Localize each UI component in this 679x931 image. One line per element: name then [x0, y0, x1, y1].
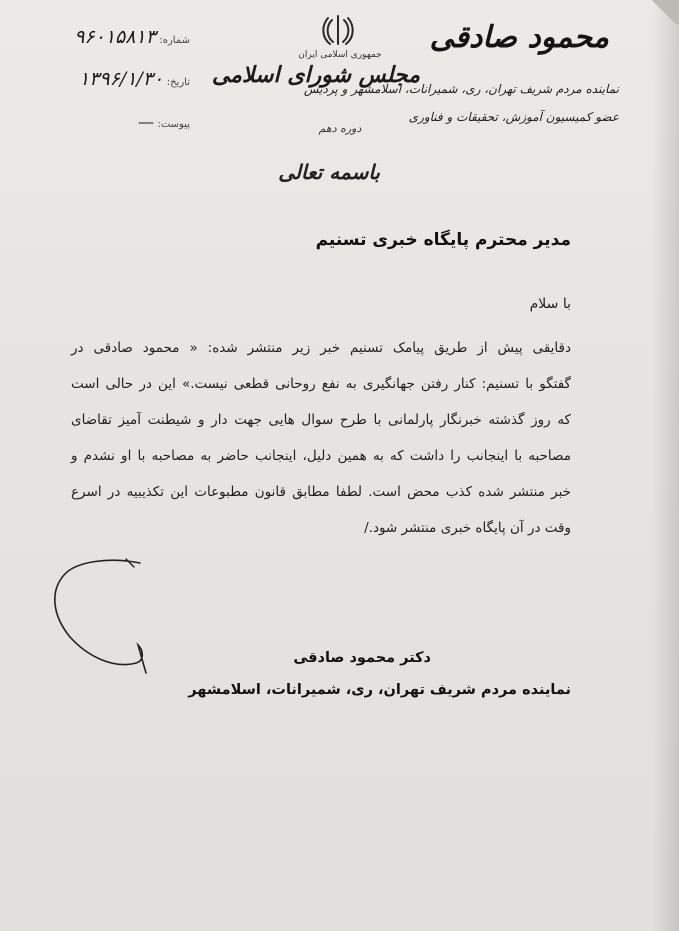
parliament-term: دوره دهم [318, 122, 362, 135]
body-line-5: خبر منتشر شده کذب محض است. لطفا مطابق قانون مطبوعات این تکذیبیه در اسرع [71, 484, 571, 500]
reference-label: شماره: [159, 35, 190, 46]
reference-number: ۹۶۰۱۵۸۱۳ [74, 26, 156, 48]
reference-number-row [40, 26, 190, 48]
page-shadow [651, 0, 679, 931]
iran-emblem-icon [318, 10, 358, 50]
attachment-value: — [137, 112, 154, 131]
parliament-title: مجلس شورای اسلامی [211, 62, 420, 88]
signatory-title: نماینده مردم شریف تهران، ری، شمیرانات، اسلامشهر [188, 682, 571, 698]
mp-name-heading: محمود صادقی [429, 20, 609, 55]
recipient-heading: مدیر محترم پایگاه خبری تسنیم [315, 230, 571, 250]
handwritten-signature [40, 545, 150, 675]
mp-commission-line: عضو کمیسیون آموزش، تحقیقات و فناوری [408, 110, 619, 124]
body-line-2: گفتگو با تسنیم: کنار رفتن جهانگیری به نفع روحانی قطعی نیست.» این در حالی است [71, 376, 571, 392]
signatory-name: دکتر محمود صادقی [293, 650, 431, 666]
body-line-6: وقت در آن پایگاه خبری منتشر شود./ [364, 520, 571, 536]
republic-text: جمهوری اسلامی ایران [298, 50, 382, 60]
date-row [40, 68, 190, 90]
page-fold-corner [649, 0, 679, 24]
body-line-3: که روز گذشته خبرنگار پارلمانی با طرح سوال هایی جهت دار و شیطنت آمیز تقاضای [71, 412, 571, 428]
body-line-1: دقایقی پیش از طریق پیامک تسنیم خبر زیر منتشر شده: « محمود صادقی در [71, 340, 571, 356]
attachment-label: پیوست: [157, 119, 190, 130]
date-label: تاریخ: [166, 77, 190, 88]
body-line-4: مصاحبه با اینجانب را داشت که به همین دلیل، اینجانب حاضر به مصاحبه با او نشدم و [71, 448, 571, 464]
bismillah-heading: باسمه تعالی [278, 160, 380, 184]
greeting-text: با سلام [529, 296, 571, 312]
attachment-row [70, 112, 190, 131]
mp-constituency-line: نماینده مردم شریف تهران، ری، شمیرانات، اسلامشهر و پردیس [303, 82, 619, 96]
date-value: ۱۳۹۶/۱/۳۰ [78, 68, 164, 90]
